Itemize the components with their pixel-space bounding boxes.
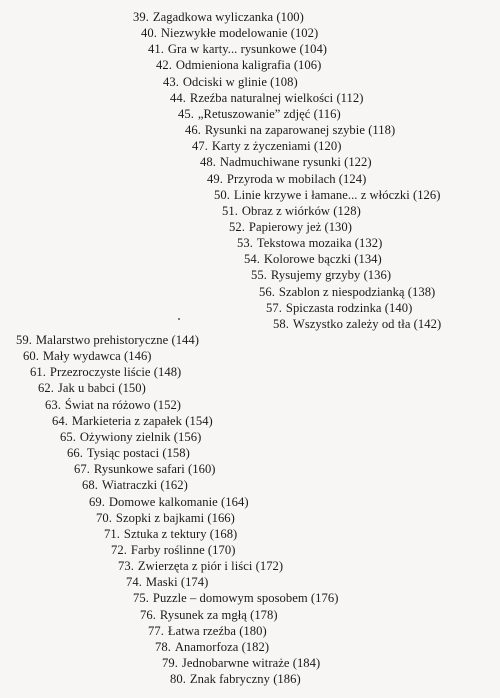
entry-page: (172) (255, 559, 284, 574)
toc-entry (111, 542, 235, 559)
entry-number: 73. (118, 559, 134, 574)
entry-title: Farby roślinne (130, 542, 205, 557)
entry-page: (134) (354, 252, 382, 267)
entry-number: 75. (133, 591, 149, 606)
toc-entry (148, 623, 267, 640)
entry-number: 78. (155, 639, 171, 654)
entry-page: (138) (407, 284, 436, 299)
toc-entry (222, 203, 361, 220)
entry-page: (108) (270, 74, 298, 89)
entry-page: (118) (368, 123, 396, 138)
entry-page: (162) (160, 478, 188, 493)
entry-title: Odciski w glinie (182, 74, 267, 89)
entry-number: 79. (162, 656, 178, 670)
entry-page: (166) (207, 510, 235, 525)
toc-entry (155, 639, 269, 656)
entry-number: 68. (82, 478, 98, 493)
entry-page: (122) (344, 155, 372, 170)
toc-entry (192, 138, 341, 155)
entry-title: Wszystko zależy od tła (292, 316, 411, 331)
entry-page: (132) (354, 236, 383, 251)
entry-page: (128) (333, 203, 361, 218)
entry-number: 46. (185, 123, 201, 138)
entry-number: 53. (237, 236, 253, 251)
entry-title: Jednobarwne witraże (181, 656, 290, 670)
paper-speck (178, 318, 180, 320)
toc-entry (133, 590, 338, 607)
entry-number: 55. (251, 268, 267, 283)
entry-number: 43. (163, 74, 179, 89)
entry-page: (154) (185, 413, 213, 428)
entry-page: (170) (207, 542, 236, 557)
toc-entry (259, 284, 435, 301)
entry-number: 54. (244, 252, 260, 267)
entry-number: 76. (140, 607, 156, 622)
entry-title: Maski (145, 575, 178, 590)
entry-page: (104) (299, 42, 328, 57)
entry-number: 50. (214, 187, 230, 202)
entry-page: (158) (162, 446, 190, 461)
toc-entry (52, 413, 213, 430)
entry-number: 45. (178, 106, 194, 121)
entry-page: (174) (180, 575, 209, 590)
entry-number: 61. (30, 365, 46, 380)
entry-page: (186) (273, 672, 301, 687)
entry-title: Szablon z niespodzianką (278, 284, 405, 299)
entry-page: (180) (239, 623, 267, 638)
toc-entry (126, 574, 208, 591)
entry-page: (178) (250, 607, 278, 622)
toc-entry (96, 510, 235, 527)
entry-page: (102) (290, 26, 319, 41)
entry-page: (146) (124, 349, 152, 364)
toc-entry (74, 461, 216, 478)
toc-entry (67, 445, 190, 462)
entry-number: 62. (38, 381, 54, 396)
toc-entry (200, 154, 372, 171)
toc-entry (148, 41, 327, 58)
entry-page: (126) (412, 187, 441, 202)
entry-title: Spiczasta rodzinka (285, 300, 382, 315)
entry-number: 65. (60, 429, 76, 444)
toc-entry (45, 397, 181, 414)
entry-page: (144) (171, 333, 199, 347)
entry-title: Markieteria z zapałek (71, 413, 183, 428)
entry-title: „Retuszowanie” zdjęć (197, 106, 311, 121)
entry-number: 56. (259, 284, 275, 299)
entry-page: (120) (313, 139, 342, 154)
toc-entry (104, 526, 237, 543)
entry-page: (112) (336, 90, 364, 105)
entry-title: Jak u babci (57, 381, 116, 396)
toc-entry (38, 380, 146, 397)
entry-title: Świat na różowo (64, 397, 151, 412)
entry-page: (184) (292, 656, 321, 670)
entry-title: Sztuka z tektury (123, 526, 207, 541)
toc-entry (16, 332, 199, 349)
entry-title: Rysunki na zaparowanej szybie (204, 123, 365, 138)
entry-number: 72. (111, 542, 127, 557)
entry-number: 64. (52, 413, 68, 428)
toc-entry (163, 74, 298, 91)
entry-number: 74. (126, 575, 142, 590)
entry-page: (150) (118, 381, 146, 396)
toc-entry (23, 348, 152, 365)
entry-number: 80. (170, 672, 186, 687)
entry-page: (148) (153, 365, 182, 380)
entry-title: Linie krzywe i łamane... z włóczki (233, 187, 410, 202)
entry-title: Szopki z bajkami (115, 510, 205, 525)
entry-title: Kolorowe bączki (263, 252, 352, 267)
entry-number: 39. (133, 10, 149, 24)
entry-title: Odmieniona kaligrafia (175, 58, 291, 73)
toc-entry (170, 90, 364, 107)
toc-entry (141, 25, 318, 42)
entry-number: 58. (273, 316, 289, 331)
toc-entry (251, 267, 391, 284)
toc-entry (82, 477, 188, 494)
toc-entry (266, 300, 412, 317)
entry-page: (130) (324, 219, 352, 234)
toc-entry (244, 251, 382, 268)
entry-number: 60. (23, 349, 39, 364)
entry-title: Anamorfoza (174, 639, 239, 654)
entry-number: 67. (74, 462, 90, 477)
entry-title: Rysujemy grzyby (270, 268, 361, 283)
entry-page: (106) (293, 58, 322, 73)
entry-page: (156) (173, 429, 202, 444)
toc-entry (60, 429, 201, 446)
entry-page: (136) (363, 268, 392, 283)
entry-title: Niezwykłe modelowanie (160, 26, 288, 41)
toc-entry (156, 57, 321, 74)
entry-page: (142) (413, 316, 442, 331)
toc-entry (140, 607, 278, 624)
entry-page: (140) (384, 300, 413, 315)
entry-number: 59. (16, 333, 32, 347)
entry-page: (100) (276, 10, 304, 24)
entry-title: Malarstwo prehistoryczne (35, 333, 169, 347)
toc-entry (185, 122, 395, 139)
entry-title: Nadmuchiwane rysunki (219, 155, 341, 170)
entry-page: (164) (221, 494, 249, 509)
entry-number: 69. (89, 494, 105, 509)
entry-title: Łatwa rzeźba (167, 623, 236, 638)
entry-number: 44. (170, 90, 186, 105)
toc-entry (133, 9, 304, 26)
entry-page: (182) (241, 639, 270, 654)
toc-entry (273, 316, 441, 333)
toc-entry (30, 364, 181, 381)
entry-title: Przezroczyste liście (49, 365, 151, 380)
toc-entry (89, 494, 249, 511)
entry-title: Zagadkowa wyliczanka (152, 10, 274, 24)
entry-title: Znak fabryczny (189, 672, 270, 687)
toc-entry (178, 106, 341, 123)
entry-page: (168) (209, 526, 238, 541)
entry-title: Rysunkowe safari (93, 462, 185, 477)
entry-page: (160) (188, 462, 216, 477)
entry-title: Obraz z wiórków (241, 203, 331, 218)
entry-number: 47. (192, 139, 208, 154)
entry-title: Karty z życzeniami (211, 139, 311, 154)
entry-number: 70. (96, 510, 112, 525)
entry-page: (176) (310, 591, 339, 606)
entry-title: Rzeźba naturalnej wielkości (189, 90, 334, 105)
entry-number: 51. (222, 203, 238, 218)
entry-title: Zwierzęta z piór i liści (137, 559, 253, 574)
entry-number: 42. (156, 58, 172, 73)
toc-entry (170, 671, 301, 688)
entry-title: Gra w karty... rysunkowe (167, 42, 297, 57)
entry-title: Tysiąc postaci (86, 446, 160, 461)
toc-entry (214, 187, 440, 204)
entry-number: 48. (200, 155, 216, 170)
entry-number: 71. (104, 526, 120, 541)
entry-title: Wiatraczki (101, 478, 158, 493)
entry-page: (124) (338, 171, 367, 186)
entry-number: 49. (207, 171, 223, 186)
entry-page: (116) (313, 106, 341, 121)
toc-entry (207, 171, 366, 188)
entry-title: Tekstowa mozaika (256, 236, 352, 251)
entry-title: Mały wydawca (42, 349, 121, 364)
entry-title: Papierowy jeż (248, 219, 322, 234)
entry-title: Rysunek za mgłą (159, 607, 247, 622)
entry-number: 41. (148, 42, 164, 57)
entry-title: Puzzle – domowym sposobem (152, 591, 308, 606)
entry-page: (152) (153, 397, 182, 412)
toc-entry (118, 558, 283, 575)
entry-title: Przyroda w mobilach (226, 171, 336, 186)
entry-number: 40. (141, 26, 157, 41)
entry-number: 66. (67, 446, 83, 461)
toc-entry (237, 235, 382, 252)
entry-number: 52. (229, 219, 245, 234)
toc-entry (162, 655, 320, 672)
entry-number: 63. (45, 397, 61, 412)
entry-number: 57. (266, 300, 282, 315)
entry-title: Domowe kalkomanie (108, 494, 218, 509)
entry-number: 77. (148, 623, 164, 638)
toc-entry (229, 219, 352, 236)
entry-title: Ożywiony zielnik (79, 429, 171, 444)
